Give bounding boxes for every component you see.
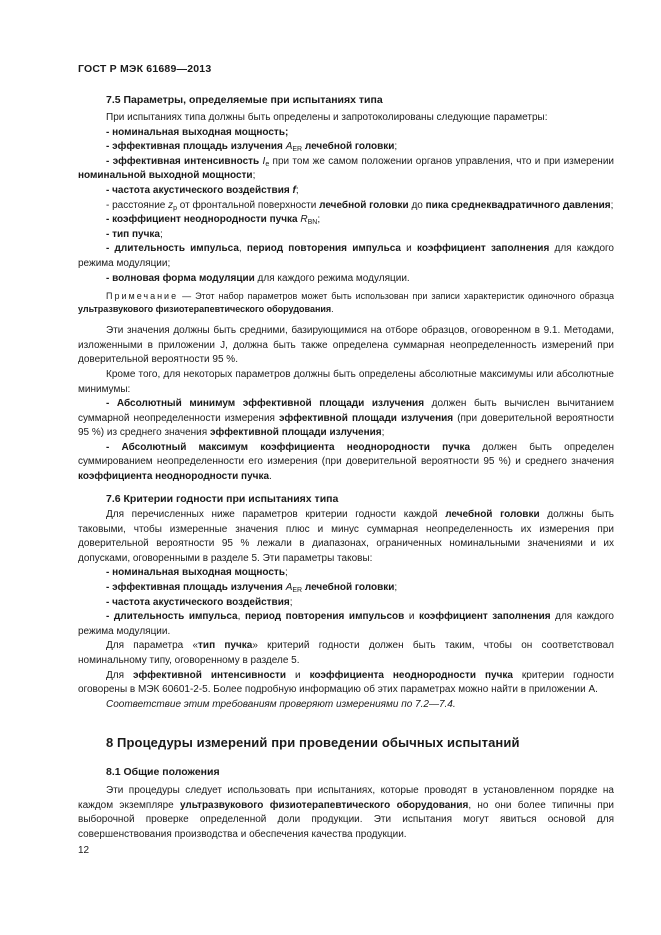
list-item: - расстояние $z_p$ от фронтальной поверхности лечебной головки до пика среднеквадратичного давления;: [106, 199, 614, 212]
section-7-5-title: 7.5 Параметры, определяемые при испытаниях типа: [106, 94, 383, 106]
paragraph: Для параметра «тип пучка» критерий годности должен быть таким, чтобы он соответствовал номинальному типу, оговоренному в разделе 5.: [78, 640, 614, 666]
section-7-6-body: [78, 508, 614, 712]
list-item: - частота акустического воздействия f;: [106, 184, 299, 196]
paragraph: Эти процедуры следует использовать при испытаниях, которые проводят в установленном порядке на каждом экземпляре ультразвукового физиотерапевтического оборудования, но они более типичны при выборочной проверке определенной доли продукции. Эти испытания могут явиться основой для совершенствования производства и обеспечения качества продукции.: [78, 785, 614, 840]
list-item: - Абсолютный максимум коэффициента неоднородности пучка должен быть определен суммированием неопределенности его измерения (при доверительной вероятности 95 %) и среднего значения коэффициента неоднородности пучка.: [78, 441, 614, 483]
note: Примечание — Этот набор параметров может быть использован при записи характеристик одиночного образца ультразвукового физиотерапевтического оборудования.: [78, 291, 614, 315]
section-7-6-title: 7.6 Критерии годности при испытаниях типа: [106, 493, 339, 505]
list-item: - частота акустического воздействия;: [106, 596, 293, 608]
section-8-title: 8 Процедуры измерений при проведении обычных испытаний: [106, 735, 520, 750]
paragraph: Эти значения должны быть средними, базирующимися на отборе образцов, оговоренном в 9.1. Методами, изложенными в приложении J, должна быть также определена суммарная неопределенность измерений при доверительной вероятности 95 %.: [78, 325, 614, 366]
list-item: - коэффициент неоднородности пучка $R_{BN}$;: [106, 214, 321, 227]
list-item: - волновая форма модуляции для каждого режима модуляции.: [106, 272, 410, 284]
list-item: - номинальная выходная мощность;: [106, 567, 288, 579]
paragraph: Для эффективной интенсивности и коэффициента неоднородности пучка критерии годности оговорены в МЭК 60601-2-5. Более подробную информацию об этих параметрах можно найти в приложении А.: [78, 669, 614, 696]
paragraph: Кроме того, для некоторых параметров должны быть определены абсолютные максимумы или абсолютные минимумы:: [78, 368, 614, 395]
list-item: - эффективная интенсивность $I_e$ при том же самом положении органов управления, что и при измерении номинальной выходной мощности;: [78, 155, 614, 182]
document-header: ГОСТ Р МЭК 61689—2013: [78, 63, 212, 75]
section-8-1-body: [78, 784, 614, 842]
intro-paragraph: При испытаниях типа должны быть определены и запротоколированы следующие параметры:: [106, 112, 548, 123]
page-number: 12: [78, 845, 90, 856]
list-item: - номинальная выходная мощность;: [106, 126, 289, 138]
list-item: - длительность импульса, период повторения импульса и коэффициент заполнения для каждого режима модуляции;: [78, 243, 614, 269]
section-7-5-body: [78, 111, 614, 485]
list-item: - длительность импульса, период повторения импульсов и коэффициент заполнения для каждого режима модуляции.: [78, 611, 614, 637]
list-item: - эффективная площадь излучения $A_{ER}$ лечебной головки;: [106, 581, 398, 594]
list-item: - эффективная площадь излучения $A_{ER}$ лечебной головки;: [106, 141, 398, 154]
paragraph: Для перечисленных ниже параметров критерии годности каждой лечебной головки должны быть таковыми, чтобы измеренные значения плюс и минус суммарная неопределенность их измерения при доверительной вероятности 95 % лежали в диапазонах, ограниченных номинальными значениями и их допусками, оговоренными в разделе 5. Эти параметры таковы:: [78, 509, 614, 564]
compliance-statement: Соответствие этим требованиям проверяют измерениями по 7.2—7.4.: [106, 698, 456, 710]
section-8-1-title: 8.1 Общие положения: [106, 766, 220, 778]
list-item: - тип пучка;: [106, 228, 163, 240]
list-item: - Абсолютный минимум эффективной площади излучения должен быть вычислен вычитанием суммарной неопределенности измерения эффективной площади излучения (при доверительной вероятности 95 %) из среднего значения эффективной площади излучения;: [78, 398, 614, 439]
